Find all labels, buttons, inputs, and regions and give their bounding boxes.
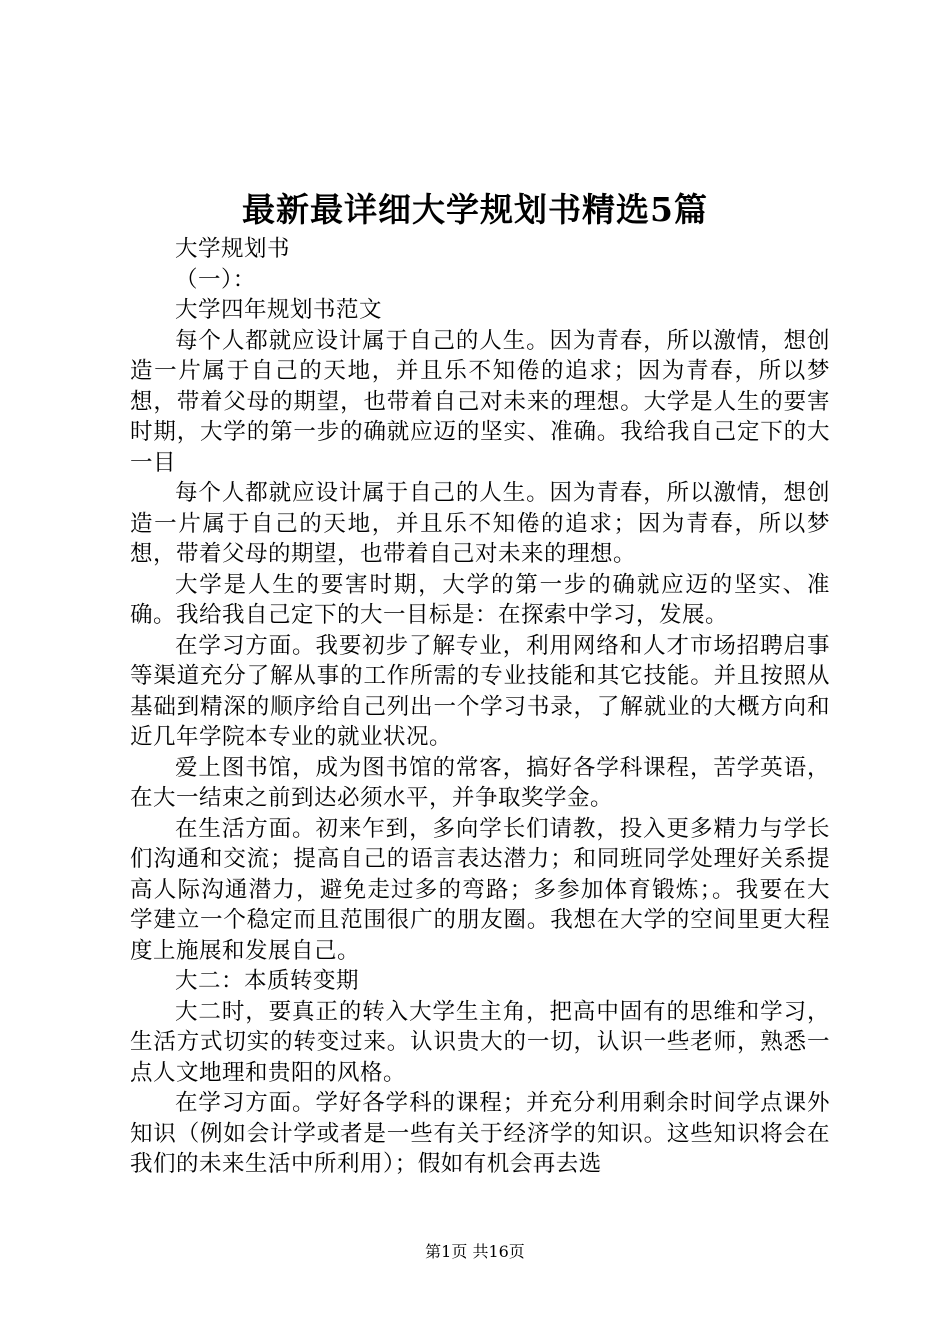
paragraph: 每个人都就应设计属于自己的人生。因为青春，所以激情，想创造一片属于自己的天地，并且乐不知倦的追求；因为青春，所以梦想，带着父母的期望，也带着自己对未来的理想。大学是人生的要害时期，大学的第一步的确就应迈的坚实、准确。我给我自己定下的大一目 — [130, 327, 830, 476]
paragraph: 在学习方面。我要初步了解专业，利用网络和人才市场招聘启事等渠道充分了解从事的工作所需的专业技能和其它技能。并且按照从基础到精深的顺序给自己列出一个学习书录，了解就业的大概方向和近几年学院本专业的就业状况。 — [130, 632, 830, 750]
section-subtitle: 大学四年规划书范文 — [175, 297, 383, 323]
paragraph: 大学是人生的要害时期，大学的第一步的确就应迈的坚实、准确。我给我自己定下的大一目标是：在探索中学习，发展。 — [130, 571, 830, 628]
document-title: 最新最详细大学规划书精选5篇 — [242, 190, 708, 229]
paragraph: 大二时，要真正的转入大学生主角，把高中固有的思维和学习，生活方式切实的转变过来。认识贵大的一切，认识一些老师，熟悉一点人文地理和贵阳的风格。 — [130, 998, 830, 1086]
paragraph: 每个人都就应设计属于自己的人生。因为青春，所以激情，想创造一片属于自己的天地，并且乐不知倦的追求；因为青春，所以梦想，带着父母的期望，也带着自己对未来的理想。 — [130, 480, 830, 567]
paragraph: 在学习方面。学好各学科的课程；并充分利用剩余时间学点课外知识（例如会计学或者是一些有关于经济学的知识。这些知识将会在我们的未来生活中所利用）；假如有机会再去选 — [130, 1090, 830, 1177]
section-heading: 大学规划书 — [175, 236, 291, 262]
section-number: （一）： — [175, 266, 256, 293]
paragraph: 爱上图书馆，成为图书馆的常客，搞好各学科课程，苦学英语，在大一结束之前到达必须水平，并争取奖学金。 — [130, 754, 830, 811]
paragraph: 在生活方面。初来乍到，多向学长们请教，投入更多精力与学长们沟通和交流；提高自己的语言表达潜力；和同班同学处理好关系提高人际沟通潜力，避免走过多的弯路；多参加体育锻炼；。我要在大学建立一个稳定而且范围很广的朋友圈。我想在大学的空间里更大程度上施展和发展自己。 — [130, 815, 830, 964]
subsection-heading: 大二：本质转变期 — [175, 968, 360, 994]
document-body — [130, 234, 830, 1180]
page-footer: 第1页 共16页 — [425, 1242, 525, 1261]
